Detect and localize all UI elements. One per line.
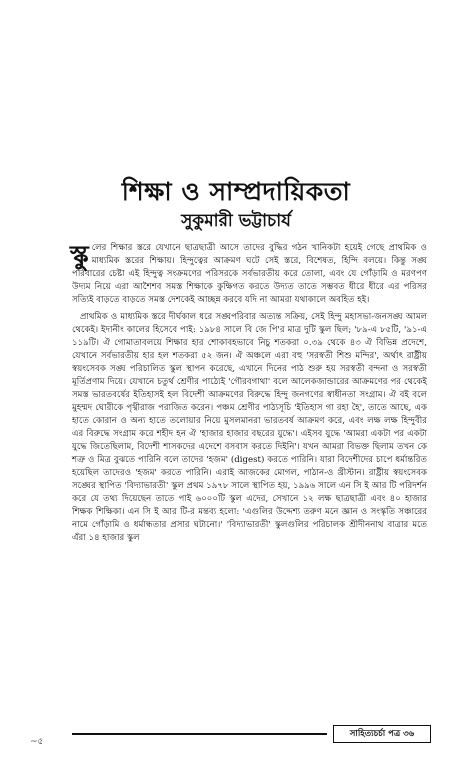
article-body [72,242,427,549]
paragraph-1 [72,242,427,307]
drop-cap: স্কু [70,241,89,271]
article-title: শিক্ষা ও সাম্প্রদায়িকতা [121,177,351,206]
page-number-mark: ~৫ [30,737,44,747]
footer-rule [72,733,327,735]
paragraph-2: প্রাথমিক ও মাধ্যমিক স্তরে দীর্ঘকাল ধরে সঙ্ঘপরিবার অত্যন্ত সক্রিয়, সেই হিন্দু মহাসভা-জনসঙ্ঘ আমল থেকেই। ইদানীং কালের হিসেবে পাই: ১৯৮৪ সালে বি জে পি'র মাত্র দুটি স্কুল ছিল; '৮৯-এ ৮৫টি, '৯১-এ ১১৯টি। ঐ গোমাতাবলয়ে শিক্ষার হার শোকাবহভাবে নিচু শতকরা ০.৩৯ থেকে ৪৩ ঐ বিভিন্ন প্রদেশে, যেখানে সর্বভারতীয় হার হল শতকরা ৫২ জন। ঐ অঞ্চলে এরা বহু 'সরস্বতী শিশু মন্দির', অর্থাৎ রাষ্ট্রীয় স্বয়ংসেবক সঙ্ঘ পরিচালিত স্কুল স্থাপন করেছে, এখানে দিনের পাঠ শুরু হয় সরস্বতী বন্দনা ও সরস্বতী মূর্তিপ্রণাম দিয়ে। যেখানে চতুর্থ শ্রেণীর পাঠ্যেই 'গৌরবগাথা' বলে আলেকজান্ডারের আক্রমণের পর থেকেই সমস্ত ভারতবর্ষের ইতিহাসই হল বিদেশী আক্রমণের বিরুদ্ধে হিন্দু জনগণের স্বাধীনতা সংগ্রাম। ঐ বই বলে মুহম্মদ ঘোরীকে পৃথ্বীরাজ পরাজিত করেন। পঞ্চম শ্রেণীর পাঠ্যসূচি 'ইতিহাস গা রহা হৈ', তাতে আছে, এক হাতে কোরান ও অন্য হাতে তলোয়ার নিয়ে মুসলমানরা ভারতবর্ষ আক্রমণ করে, এবং লক্ষ লক্ষ হিন্দুবীর এর বিরুদ্ধে সংগ্রাম করে শহীদ হন ঐ 'হাজার হাজার বছরের যুদ্ধে'। এইসব যুদ্ধে 'আমরা একটা পর একটা যুদ্ধে জিতেছিলাম, বিদেশী শাসকদের এদেশে বসবাস করতে দিইনি'। যখন আমরা বিভক্ত ছিলাম তখন কে শত্রু ও মিত্র বুঝতে পারিনি বলে তাদের 'হজম' (digest) করতে পারিনি। যারা বিদেশীদের চাপে ধর্মান্তরিত হয়েছিল তাদেরও 'হজম' করতে পারিনি। এরাই আজকের মোগল, পাঠান-ও খ্রীস্টান। রাষ্ট্রীয় স্বয়ংসেবক সঙ্ঘের স্থাপিত 'বিদ্যাভারতী' স্কুল প্রথম ১৯৭৮ সালে স্থাপিত হয়, ১৯৯৬ সালে এন সি ই আর টি পরিদর্শন করে যে তথ্য দিয়েছেন তাতে পাই ৬০০০টি স্কুল এদের, সেখানে ১২ লক্ষ ছাত্রছাত্রী এবং ৪০ হাজার শিক্ষক শিক্ষিকা। এন সি ই আর টি-র মন্তব্য হলো: 'এগুলির উদ্দেশ্য তরুণ মনে জ্ঞান ও সংস্কৃতি সঞ্চারের নামে গোঁড়ামি ও ধর্মান্ধতার প্রসার ঘটানো।' 'বিদ্যাভারতী' স্কুলগুলির পরিচালক শ্রীদীননাথ বাত্রার মতে এঁরা ১৪ হাজার স্কুল [72,312,427,543]
article-author: সুকুমারী ভট্টাচার্য [181,211,291,231]
paragraph-1-text: লের শিক্ষার স্তরে যেখানে ছাত্রছাত্রী আসে তাদের বুদ্ধির গঠন খানিকটা হয়েই গেছে প্রাথমিক ও মাধ্যমিক স্তরের শিক্ষায়। হিন্দুত্বের আক্রমণ ঘটে সেই স্তরে, বিশেষত, হিন্দি বলয়ে। কিন্তু সঙ্ঘ পরিবারের চেষ্টা এই হিন্দুত্ব সংক্রমণের পরিসরকে সর্বভারতীয় করে তোলা, এবং যে গোঁড়ামি ও মরণপণ উদ্যম নিয়ে এরা আশৈশব সমস্ত শিক্ষাকে কুক্ষিগত করতে উদ্যত তাতে সম্ভবত ধীরে ধীরে এর পরিসর সত্যিই বাড়তে বাড়তে সমস্ত দেশকেই আচ্ছন্ন করবে যদি না আমরা যথাকালে অবহিত হই। [72,243,427,305]
journal-footer-label: সাহিত্যচর্চা পত্র ৩৬ [333,725,431,743]
